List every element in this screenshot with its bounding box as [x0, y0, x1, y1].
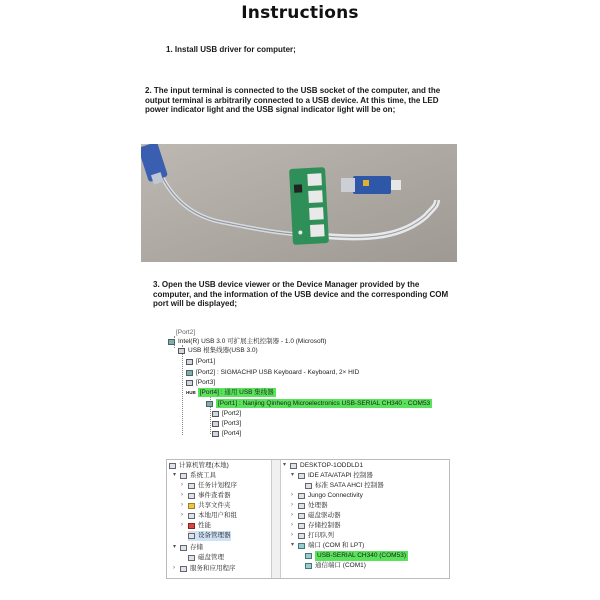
cm-item-root[interactable]: [169, 461, 229, 471]
device-ch340[interactable]: [305, 551, 408, 561]
disk-icon: [188, 555, 195, 561]
cm-item-label: 事件查看器: [198, 492, 231, 499]
keyboard-icon: [186, 370, 193, 376]
event-icon: [188, 493, 195, 499]
device-label: 存储控制器: [308, 522, 341, 529]
device-disk-drives[interactable]: [291, 511, 341, 521]
chevron-right-icon[interactable]: ›: [291, 522, 293, 528]
device-label: 通信端口 (COM1): [315, 562, 366, 569]
device-ide[interactable]: [291, 471, 373, 481]
cm-item-label: 性能: [198, 522, 211, 529]
page-title: Instructions: [241, 3, 359, 23]
cm-item-performance[interactable]: [181, 521, 211, 531]
device-label: USB-SERIAL CH340 (COM53): [317, 552, 406, 559]
device-sata[interactable]: [305, 481, 384, 491]
tree-row-top[interactable]: [176, 328, 195, 337]
chevron-right-icon[interactable]: ›: [181, 482, 183, 488]
folder-icon: [188, 503, 195, 509]
port-icon: [305, 553, 312, 559]
device-root[interactable]: [283, 461, 363, 471]
port-icon: [212, 431, 219, 437]
device-label: 处理器: [308, 502, 328, 509]
usb-controller-icon: [168, 339, 175, 345]
serial-device-icon: [206, 401, 213, 407]
tree-row-port3[interactable]: [186, 378, 215, 387]
device-processor[interactable]: [291, 501, 328, 511]
port-icon: [186, 380, 193, 386]
users-icon: [188, 513, 195, 519]
cm-item-label: 共享文件夹: [198, 502, 231, 509]
cm-item-disk-management[interactable]: [188, 553, 224, 563]
tree-row-label: Intel(R) USB 3.0 可扩展主机控制器 - 1.0 (Microsoft): [178, 338, 327, 345]
tree-row-label: [Port2]: [222, 410, 242, 417]
chevron-right-icon[interactable]: ›: [181, 522, 183, 528]
tree-row-label: [Port3]: [196, 379, 216, 386]
cm-item-label: 计算机管理(本地): [179, 462, 229, 469]
tree-row-sub-port4[interactable]: [212, 429, 241, 438]
tree-row-controller[interactable]: [168, 337, 326, 346]
device-label: 磁盘驱动器: [308, 512, 341, 519]
port-icon: [212, 421, 219, 427]
cm-item-label: 系统工具: [190, 472, 216, 479]
computer-management-tree: [167, 460, 272, 578]
tree-row-port2[interactable]: [186, 368, 359, 377]
chevron-right-icon[interactable]: ›: [291, 532, 293, 538]
chevron-down-icon[interactable]: ▾: [291, 542, 295, 548]
computer-icon: [169, 463, 176, 469]
chevron-right-icon[interactable]: ›: [291, 502, 293, 508]
clock-icon: [188, 483, 195, 489]
device-com1[interactable]: [305, 561, 366, 571]
tree-row-sub-port3[interactable]: [212, 419, 241, 428]
device-storage-controllers[interactable]: [291, 521, 341, 531]
device-label: 打印队列: [308, 532, 334, 539]
device-jungo[interactable]: [291, 491, 363, 501]
device-manager-window: [166, 459, 450, 579]
cm-item-label: 服务和应用程序: [190, 565, 236, 572]
cm-item-shared-folders[interactable]: [181, 501, 231, 511]
chevron-right-icon[interactable]: ›: [291, 512, 293, 518]
storage-controller-icon: [298, 523, 305, 529]
tree-row-port1[interactable]: [186, 357, 215, 366]
device-label: DESKTOP-1ODDLD1: [300, 462, 364, 469]
device-list: [281, 460, 449, 578]
jungo-icon: [298, 493, 305, 499]
cm-item-local-users[interactable]: [181, 511, 237, 521]
printer-icon: [298, 533, 305, 539]
services-icon: [180, 566, 187, 572]
chevron-down-icon[interactable]: ▾: [291, 472, 295, 478]
chevron-right-icon[interactable]: ›: [173, 565, 175, 571]
cm-item-label: 设备管理器: [198, 532, 231, 539]
processor-icon: [298, 503, 305, 509]
device-print-queues[interactable]: [291, 531, 334, 541]
tree-row-label: [Port2] : SIGMACHIP USB Keyboard - Keyboard, 2× HID: [196, 369, 360, 376]
ide-controller-icon: [298, 473, 305, 479]
chevron-right-icon[interactable]: ›: [181, 512, 183, 518]
hub-icon: [178, 348, 185, 354]
tree-row-label: [Port1] : Nanjing Qinheng Microelectronics USB-SERIAL CH340 - COM53: [218, 400, 431, 407]
tree-row-label: [Port2]: [176, 329, 196, 336]
chevron-down-icon[interactable]: ▾: [173, 544, 177, 550]
tree-row-root-hub[interactable]: [178, 346, 258, 355]
chevron-down-icon[interactable]: ▾: [283, 462, 287, 468]
cm-item-storage[interactable]: [173, 543, 203, 553]
device-manager-icon: [188, 533, 195, 539]
cm-item-services[interactable]: [173, 564, 236, 574]
tree-row-sub-port1[interactable]: [206, 399, 432, 408]
controller-icon: [305, 483, 312, 489]
tree-row-label: [Port4] : 通用 USB 集线器: [199, 389, 274, 396]
port-icon: [186, 359, 193, 365]
disk-drive-icon: [298, 513, 305, 519]
cm-item-label: 任务计划程序: [198, 482, 237, 489]
tree-row-sub-port2[interactable]: [212, 409, 241, 418]
tree-line: [182, 345, 183, 435]
cm-item-system-tools[interactable]: [173, 471, 216, 481]
computer-icon: [290, 463, 297, 469]
device-ports[interactable]: [291, 541, 364, 551]
storage-icon: [180, 545, 187, 551]
cm-item-label: 磁盘管理: [198, 554, 224, 561]
usb-tree-view: [168, 330, 438, 442]
chevron-right-icon[interactable]: ›: [181, 502, 183, 508]
tools-icon: [180, 473, 187, 479]
cm-item-label: 本地用户和组: [198, 512, 237, 519]
port-icon: [212, 411, 219, 417]
tree-row-label: [Port4]: [222, 430, 242, 437]
tree-row-port4[interactable]: [186, 388, 276, 397]
device-label: IDE ATA/ATAPI 控制器: [308, 472, 373, 479]
step-2-text: 2. The input terminal is connected to the USB socket of the computer, and the output terminal is arbitrarily connected to a USB device. At this time, the LED power indicator light and the USB signal indicator light will be on;: [145, 86, 441, 114]
hub-badge: HUB: [186, 390, 196, 395]
usb-hub-photo: [141, 144, 457, 262]
cm-item-label: 存储: [190, 544, 203, 551]
performance-icon: [188, 523, 195, 529]
tree-row-label: [Port3]: [222, 420, 242, 427]
step-1-text: 1. Install USB driver for computer;: [166, 45, 296, 54]
cm-item-task-scheduler[interactable]: [181, 481, 237, 491]
tree-row-label: USB 根集线器(USB 3.0): [188, 347, 258, 354]
port-icon: [298, 543, 305, 549]
tree-row-label: [Port1]: [196, 358, 216, 365]
chevron-right-icon[interactable]: ›: [291, 492, 293, 498]
scrollbar[interactable]: [272, 460, 281, 578]
port-icon: [305, 563, 312, 569]
cm-item-event-viewer[interactable]: [181, 491, 231, 501]
device-label: 标准 SATA AHCI 控制器: [315, 482, 384, 489]
step-3-text: 3. Open the USB device viewer or the Device Manager provided by the computer, and the information of the USB device and the corresponding COM port will be displayed;: [153, 280, 449, 308]
chevron-down-icon[interactable]: ▾: [173, 472, 177, 478]
chevron-right-icon[interactable]: ›: [181, 492, 183, 498]
device-label: 端口 (COM 和 LPT): [308, 542, 365, 549]
cm-item-device-manager[interactable]: [188, 531, 231, 541]
device-label: Jungo Connectivity: [308, 492, 363, 499]
